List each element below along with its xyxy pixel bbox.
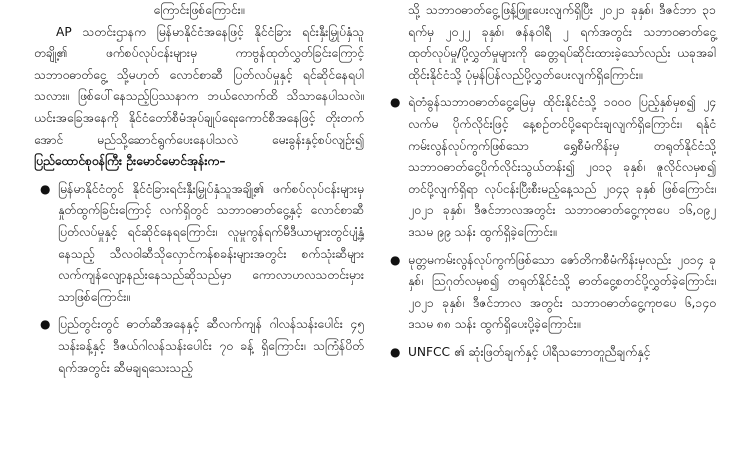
list-item-text: ပြည်တွင်းတွင် ဓာတ်ဆီအနေနှင့် ဆီလက်ကျန် ဂါလန်သန်းပေါင်း ၄၅ သန်းခန့်နှင့် ဒီဇယ်ဂါလန်သန်းပေါင်း ၇၀ ခန့် ရှိကြောင်း၊ သကြံန်ပိတ်ရက်အတွင်း ဆီမချရသေးသည့် bbox=[58, 317, 364, 375]
intro-paragraph bbox=[34, 22, 364, 173]
list-item-text: မြန်မာနိုင်ငံတွင် နိုင်ငံခြားရင်းနှီးမြှုပ်နှံသူအချို့၏ ဖက်စပ်လုပ်ငန်းများမှ နှုတ်ထွက်ခြင်းကြောင့် လက်ရှိတွင် သဘာဝဓာတ်ငွေ့နှင့် လောင်စာဆီပြတ်လပ်မှုနှင့် ရင်ဆိုင်နေရကြောင်း၊ လူမှုကွန်ရက်မီဒီယာများတွင်ပျံ့နှံ့နေသည့် သီလဝါဆီသိုလှောင်ကန်စခန်းများအတွင်း စက်သုံးဆီများ လက်ကျန်လျော့နည်းနေသည်ဆိုသည်မှာ ကောလာဟလသတင်းမှားသာဖြစ်ကြောင်း။ bbox=[58, 181, 364, 304]
list-item bbox=[34, 314, 364, 379]
bullet-icon: ● bbox=[390, 95, 401, 110]
list-item-text: မုတ္တမကမ်းလွန်လုပ်ကွက်ဖြစ်သော ဇော်တိကစီမံကိန်းမှလည်း ၂၀၁၄ ခုနှစ်၊ ဩဂုတ်လမှစ၍ တရုတ်နိုင်ငံသို့ ဓာတ်ငွေ့စတင်ပို့လွှတ်ခဲ့ကြောင်း၊ ၂၀၂၁ ခုနှစ်၊ ဒီဇင်ဘာလ အတွင်း သဘာဝဓာတ်ငွေ့ကုဗပေ ၆,၁၄၀ ဒသမ ၈၈ သန်း ထွက်ရှိပေးပို့ခဲ့ကြောင်း။ bbox=[408, 252, 716, 332]
list-item bbox=[384, 92, 716, 243]
list-item-text: ရဲတံခွန်သဘာဝဓာတ်ငွေ့မြေမှ ထိုင်းနိုင်ငံသို့ ၁၀၀၀ ပြည့်နှစ်မှစ၍ ၂၄ လက်မ ပိုက်လိုင်းဖြင့် နေ့စဉ်တင်ပို့ရောင်းချလျက်ရှိကြောင်း၊ ရန်ုငံကမ်းလွန်လုပ်ကွက်ဖြစ်သော ရွှေစီမံကိန်းမှ တရုတ်နိုင်ငံသို့ သဘာဝဓာတ်ငွေ့ပိုက်လိုင်းသွယ်တန်း၍ ၂၀၁၃ ခုနှစ်၊ ဇူလိုင်လမှစ၍ တင်ပို့လျက်ရှိရာ လုပ်ငန်းပြီးစီးမည့်နေ့သည် ၂၀၄၃ ခုနှစ် ဖြစ်ကြောင်း၊ ၂၀၂၁ ခုနှစ်၊ ဒီဇင်ဘာလအတွင်း သဘာဝဓာတ်ငွေ့ကုဗပေ ၁၆,၀၉၂ ဒသမ ၉၉ သန်း ထွက်ရှိခဲ့ကြောင်း။ bbox=[408, 95, 716, 239]
bullet-icon: ● bbox=[390, 344, 401, 359]
list-item-text: UNFCC ၏ ဆုံးဖြတ်ချက်နှင့် ပါရီသဘောတူညီချက်နှင့် bbox=[408, 344, 651, 359]
bullet-icon: ● bbox=[390, 252, 401, 267]
intro-text: AP သတင်းဌာနက မြန်မာနိုင်ငံအနေဖြင့် နိုင်ငံခြား ရင်းနှီးမြှုပ်နှံသူတချို့၏ ဖက်စပ်လုပ်ငန်းများမှ ကာဗွန်ထုတ်လွှတ်ခြင်းကြောင့် သဘာဝဓာတ်ငွေ့ သို့မဟုတ် လောင်စာဆီ ပြတ်လပ်မှုနှင့် ရင်ဆိုင်နေရပါသလား။ ဖြစ်ပေါ်နေသည့်ပြဿနာက ဘယ်လောက်ထိ သိသာနေပါသလဲ။ ယင်းအခြေအနေကို နိုင်ငံတော်စီမံအုပ်ချုပ်ရေးကောင်စီအနေဖြင့် တိုးတက်အောင် မည်သို့ဆောင်ရွက်ပေးနေပါသလဲ မေးခွန်းနှင့်စပ်လျဉ်း၍ bbox=[34, 24, 364, 147]
bullet-icon: ● bbox=[40, 181, 51, 196]
right-bullet-list bbox=[384, 92, 716, 363]
top-line: ကြောင်းဖြစ်ကြောင်း။ bbox=[153, 3, 245, 17]
list-item bbox=[34, 179, 364, 309]
continued-paragraph: သို့ သဘာဝဓာတ်ငွေ့ဖြန့်ဖြူးပေးလျက်ရှိပြီး ၂၀၂၁ ခုနှစ်၊ ဒီဇင်ဘာ ၃၁ ရက်မှ ၂၀၂၂ ခုနှစ်၊ ဇန်နဝါရီ ၂ ရက်အတွင်း သဘာဝဓာတ်ငွေ့ထုတ်လုပ်မှု/ပို့လွှတ်မှုများကို ခေတ္တရပ်ဆိုင်းထားခဲ့သော်လည်း ယခုအခါ ထိုင်းနိုင်ငံသို့ ပုံမှန်ပြန်လည်ပို့လွှတ်ပေးလျက်ရှိကြောင်း။ bbox=[408, 3, 716, 82]
left-column bbox=[34, 0, 364, 460]
bullet-icon: ● bbox=[40, 317, 51, 332]
right-column bbox=[384, 0, 716, 460]
list-item bbox=[384, 342, 716, 364]
left-bullet-list bbox=[34, 179, 364, 379]
minister-name: ပြည်ထောင်စုဝန်ကြီး ဦးမောင်မောင်အုန်းက– bbox=[34, 154, 226, 169]
list-item bbox=[384, 250, 716, 336]
